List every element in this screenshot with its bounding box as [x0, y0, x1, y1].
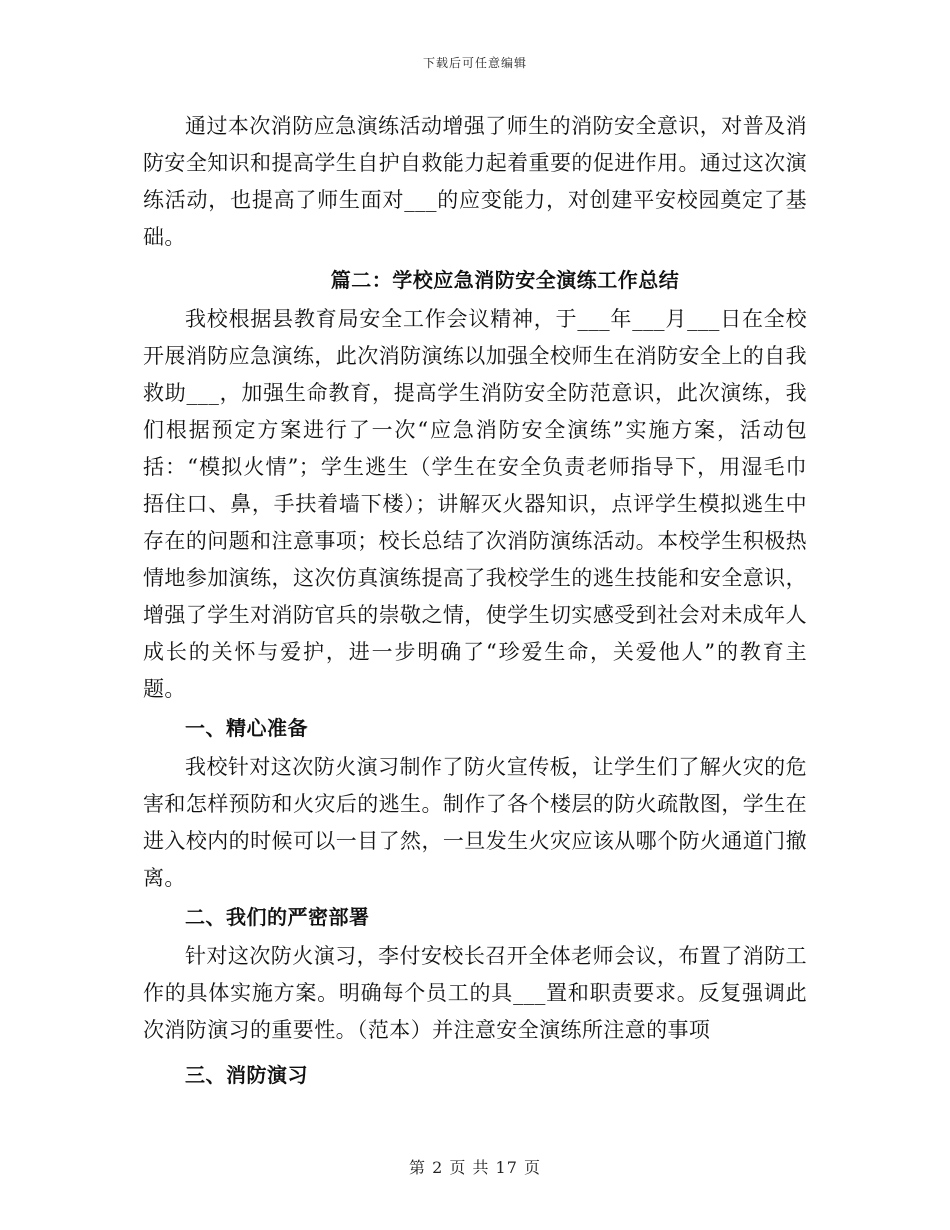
document-body — [143, 108, 807, 1096]
section-heading-preparation: 一、精心准备 — [185, 716, 308, 740]
deployment-paragraph: 针对这次防火演习，李付安校长召开全体老师会议，布置了消防工作的具体实施方案。明确每个员工的具___置和职责要求。反复强调此次消防演习的重要性。（范本）并注意安全演练所注意的事项 — [143, 944, 807, 1042]
section-heading-deployment: 二、我们的严密部署 — [185, 905, 370, 929]
page-footer: 第 2 页 共 17 页 — [409, 1158, 541, 1177]
section-heading-drill: 三、消防演习 — [185, 1063, 308, 1087]
header-note: 下载后可任意编辑 — [422, 56, 527, 70]
preparation-paragraph: 我校针对这次防火演习制作了防火宣传板，让学生们了解火灾的危害和怎样预防和火灾后的逃生。制作了各个楼层的防火疏散图，学生在进入校内的时候可以一目了然，一旦发生火灾应该从哪个防火通道门撤离。 — [143, 755, 807, 890]
summary-paragraph: 我校根据县教育局安全工作会议精神，于___年___月___日在全校开展消防应急演练，此次消防演练以加强全校师生在消防安全上的自我救助___，加强生命教育，提高学生消防安全防范意识，此次演练，我们根据预定方案进行了一次“应急消防安全演练”实施方案，活动包括：“模拟火情”；学生逃生（学生在安全负责老师指导下，用湿毛巾捂住口、鼻，手扶着墙下楼）；讲解灭火器知识，点评学生模拟逃生中存在的问题和注意事项；校长总结了次消防演练活动。本校学生积极热情地参加演练，这次仿真演练提高了我校学生的逃生技能和安全意识，增强了学生对消防官兵的崇敬之情，使学生切实感受到社会对未成年人成长的关怀与爱护，进一步明确了“珍爱生命，关爱他人”的教育主题。 — [143, 307, 807, 701]
article-title: 篇二：学校应急消防安全演练工作总结 — [330, 268, 680, 292]
intro-paragraph: 通过本次消防应急演练活动增强了师生的消防安全意识，对普及消防安全知识和提高学生自护自救能力起着重要的促进作用。通过这次演练活动，也提高了师生面对___的应变能力，对创建平安校园奠定了基础。 — [143, 114, 807, 249]
